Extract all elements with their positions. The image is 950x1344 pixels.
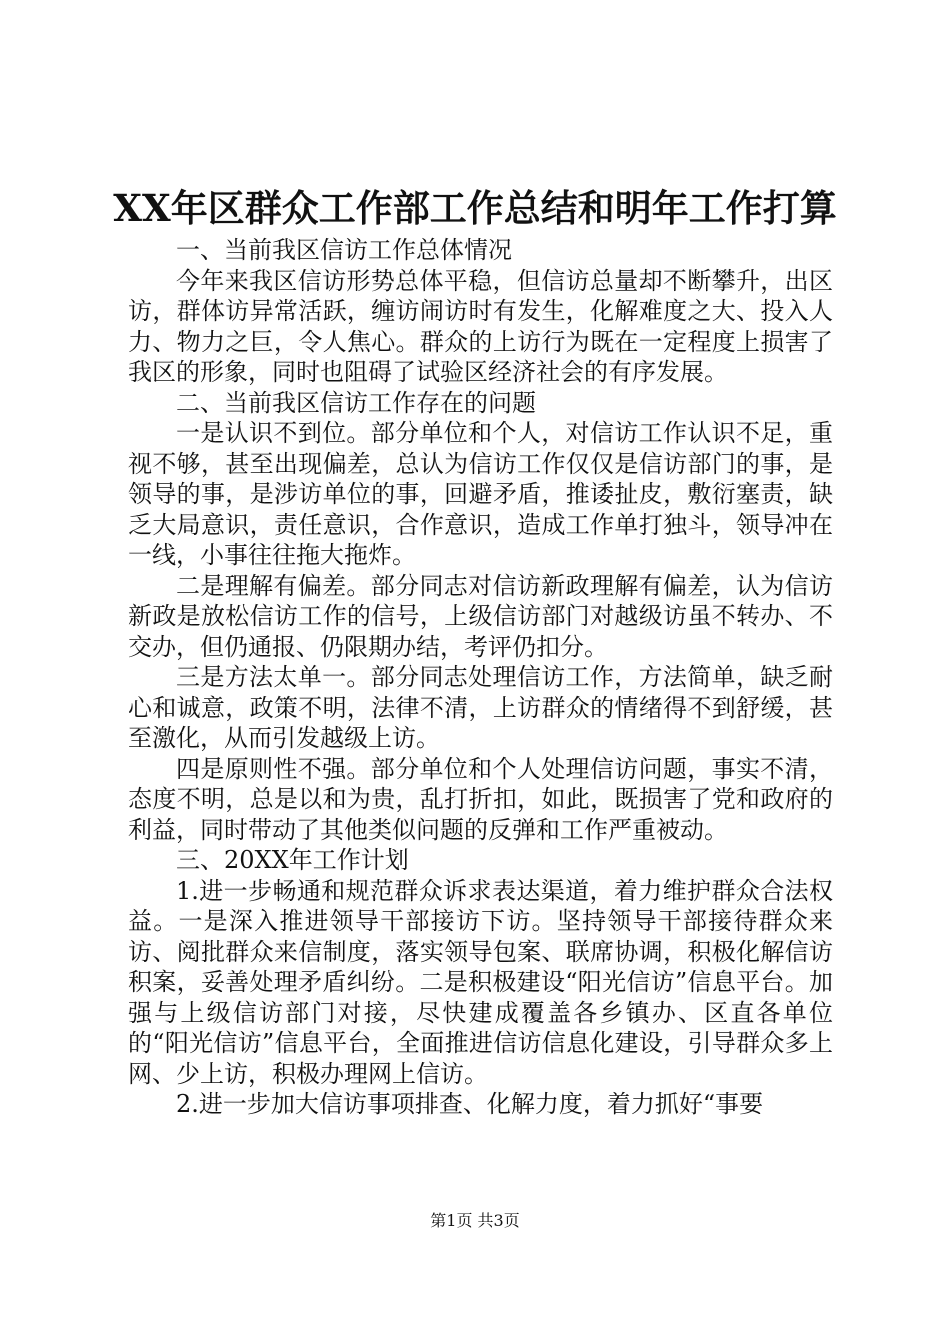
paragraph: 2.进一步加大信访事项排查、化解力度，着力抓好“事要 xyxy=(176,1090,764,1118)
paragraph: 二是理解有偏差。部分同志对信访新政理解有偏差，认为信访新政是放松信访工作的信号，上级信访部门对越级访虽不转办、不交办，但仍通报、仍限期办结，考评仍扣分。 xyxy=(128,571,833,661)
section-heading-1: 一、当前我区信访工作总体情况 xyxy=(176,236,512,264)
document-body xyxy=(128,235,833,1120)
paragraph: 1.进一步畅通和规范群众诉求表达渠道，着力维护群众合法权益。一是深入推进领导干部接访下访。坚持领导干部接待群众来访、阅批群众来信制度，落实领导包案、联席协调，积极化解信访积案，妥善处理矛盾纠纷。二是积极建设“阳光信访”信息平台。加强与上级信访部门对接，尽快建成覆盖各乡镇办、区直各单位的“阳光信访”信息平台，全面推进信访信息化建设，引导群众多上网、少上访，积极办理网上信访。 xyxy=(128,876,833,1088)
paragraph: 今年来我区信访形势总体平稳，但信访总量却不断攀升，出区访，群体访异常活跃，缠访闹访时有发生，化解难度之大、投入人力、物力之巨，令人焦心。群众的上访行为既在一定程度上损害了我区的形象，同时也阻碍了试验区经济社会的有序发展。 xyxy=(128,266,833,386)
paragraph: 四是原则性不强。部分单位和个人处理信访问题，事实不清，态度不明，总是以和为贵，乱打折扣，如此，既损害了党和政府的利益，同时带动了其他类似问题的反弹和工作严重被动。 xyxy=(128,754,833,844)
paragraph: 一是认识不到位。部分单位和个人，对信访工作认识不足，重视不够，甚至出现偏差，总认为信访工作仅仅是信访部门的事，是领导的事，是涉访单位的事，回避矛盾，推诿扯皮，敷衍塞责，缺乏大局意识，责任意识，合作意识，造成工作单打独斗，领导冲在一线，小事往往拖大拖炸。 xyxy=(128,419,833,569)
page-number: 第1页 xyxy=(430,1211,473,1230)
page-footer xyxy=(0,1210,950,1232)
document-title: XX年区群众工作部工作总结和明年工作打算 xyxy=(113,186,837,230)
section-heading-3: 三、20XX年工作计划 xyxy=(176,846,409,874)
page-total: 共3页 xyxy=(477,1211,520,1230)
section-heading-2: 二、当前我区信访工作存在的问题 xyxy=(176,388,536,417)
paragraph: 三是方法太单一。部分同志处理信访工作，方法简单，缺乏耐心和诚意，政策不明，法律不清，上访群众的情绪得不到舒缓，甚至激化，从而引发越级上访。 xyxy=(128,663,833,752)
